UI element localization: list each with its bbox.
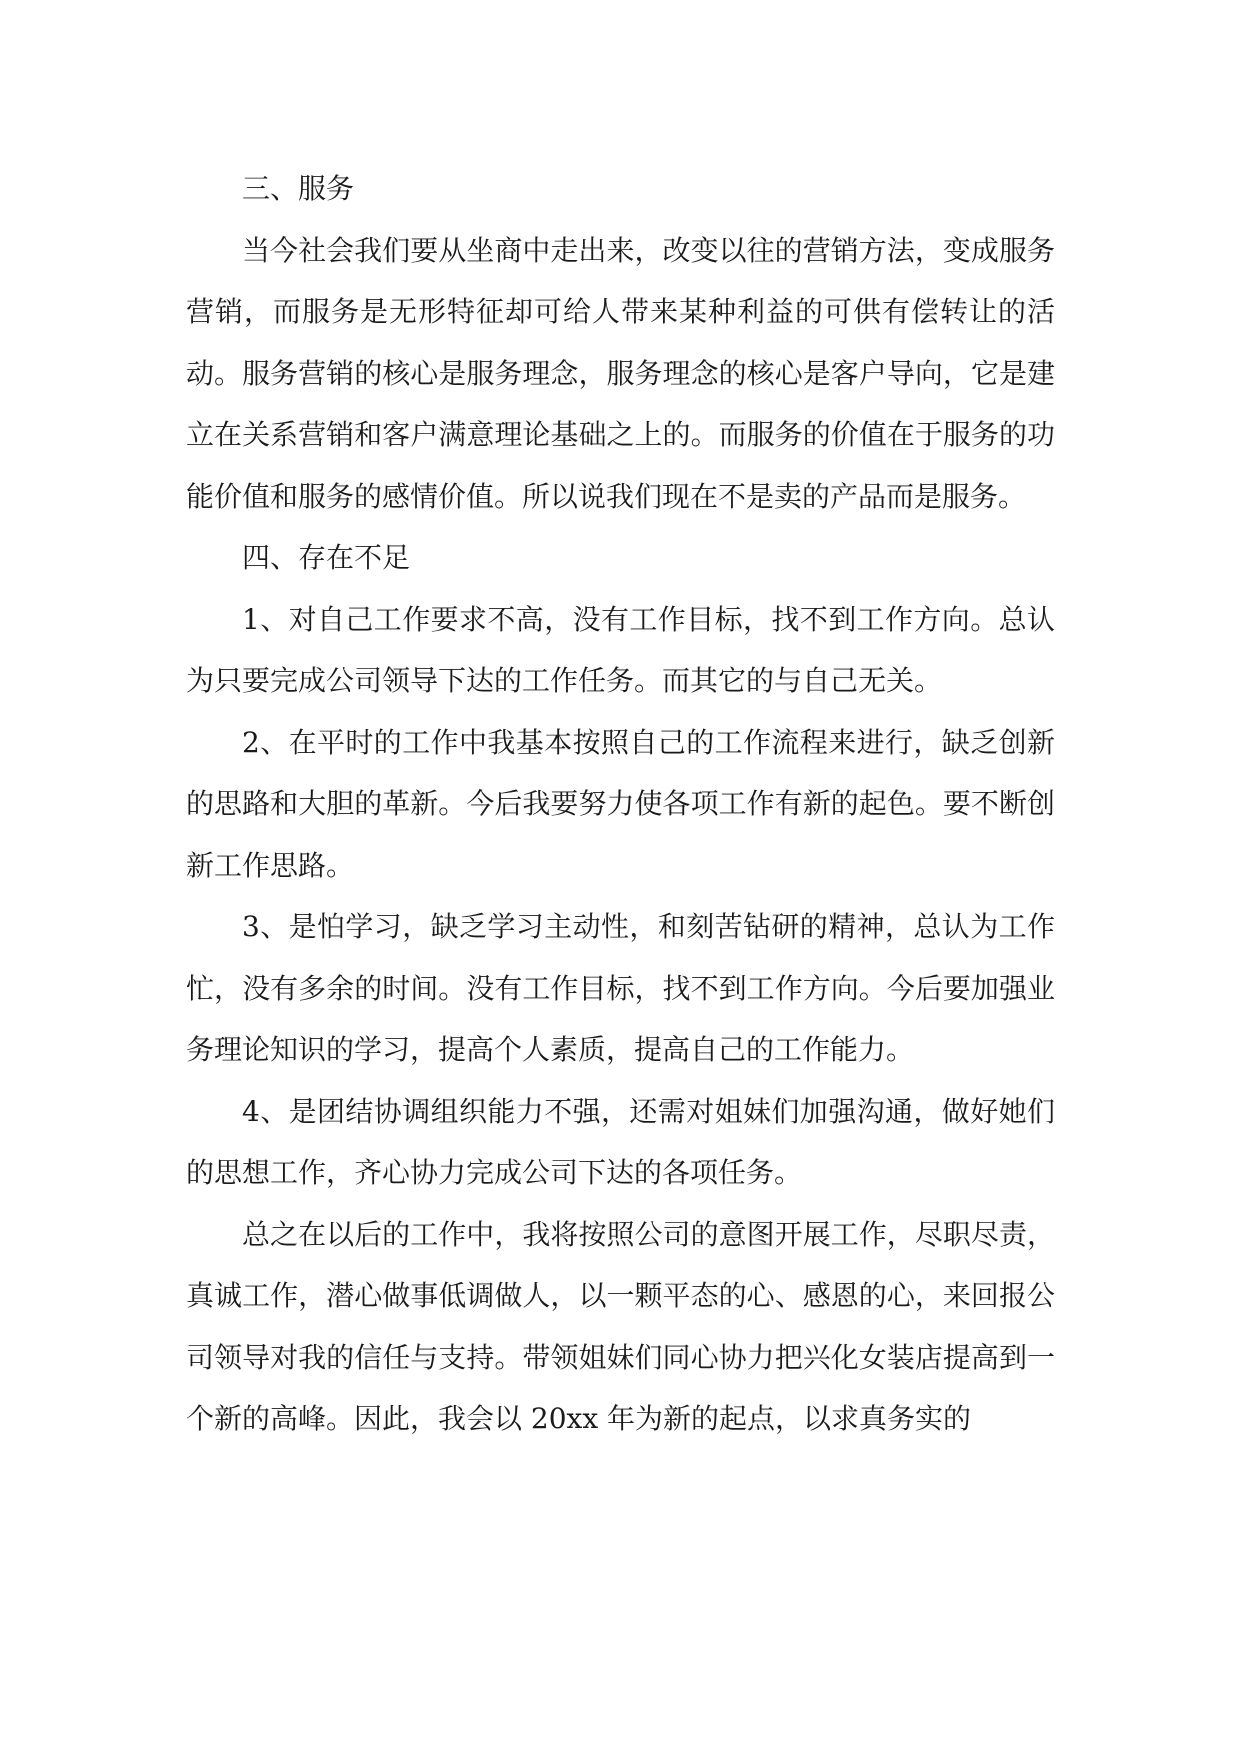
paragraph-shortcoming-1: 1、对自己工作要求不高，没有工作目标，找不到工作方向。总认为只要完成公司领导下达的工作任务。而其它的与自己无关。 xyxy=(186,602,1055,697)
paragraph-shortcoming-3: 3、是怕学习，缺乏学习主动性，和刻苦钻研的精神，总认为工作忙，没有多余的时间。没有工作目标，找不到工作方向。今后要加强业务理论知识的学习，提高个人素质，提高自己的工作能力。 xyxy=(186,910,1055,1066)
section-heading-shortcomings: 四、存在不足 xyxy=(242,541,411,574)
paragraph-shortcoming-2: 2、在平时的工作中我基本按照自己的工作流程来进行，缺乏创新的思路和大胆的革新。今后我要努力使各项工作有新的起色。要不断创新工作思路。 xyxy=(186,725,1055,882)
paragraph-shortcoming-4: 4、是团结协调组织能力不强，还需对姐妹们加强沟通，做好她们的思想工作，齐心协力完成公司下达的各项任务。 xyxy=(186,1094,1055,1189)
paragraph-service: 当今社会我们要从坐商中走出来，改变以往的营销方法，变成服务营销，而服务是无形特征却可给人带来某种利益的可供有偿转让的活动。服务营销的核心是服务理念，服务理念的核心是客户导向，它是建立在关系营销和客户满意理论基础之上的。而服务的价值在于服务的功能价值和服务的感情价值。所以说我们现在不是卖的产品而是服务。 xyxy=(186,233,1055,513)
section-heading-service: 三、服务 xyxy=(242,172,355,205)
document-body xyxy=(186,158,1055,1450)
paragraph-conclusion: 总之在以后的工作中，我将按照公司的意图开展工作，尽职尽责，真诚工作，潜心做事低调做人，以一颗平态的心、感恩的心，来回报公司领导对我的信任与支持。带领姐妹们同心协力把兴化女装店提高到一个新的高峰。因此，我会以 20xx 年为新的起点，以求真务实的 xyxy=(186,1217,1055,1435)
